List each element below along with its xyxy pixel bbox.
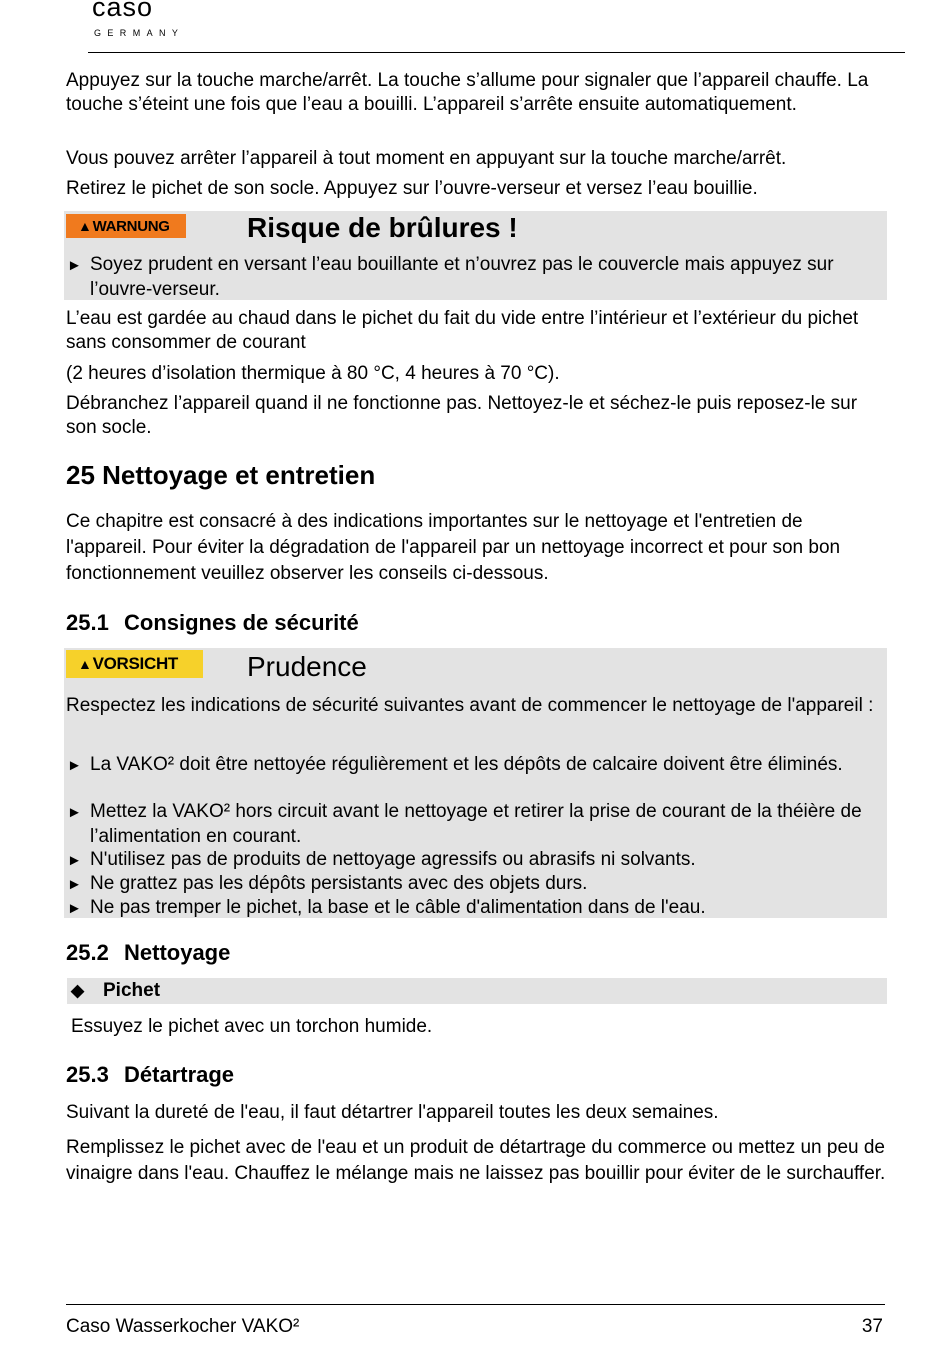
caution-bullet-1 — [67, 753, 890, 778]
section-number: 25.2 — [66, 940, 109, 965]
caution-bullet-text: La VAKO² doit être nettoyée régulièrement et les dépôts de calcaire doivent être éliminés. — [90, 754, 843, 775]
subsection-bar-pichet — [67, 978, 887, 1004]
caution-intro: Respectez les indications de sécurité suivantes avant de commencer le nettoyage de l'appareil : — [66, 695, 874, 716]
arrow-icon: ► — [67, 257, 82, 274]
diamond-bullet-icon: ◆ — [71, 981, 85, 1000]
caution-bullet-2 — [67, 800, 890, 849]
arrow-icon: ► — [67, 876, 82, 893]
warnung-badge-label: WARNUNG — [92, 218, 170, 235]
page-header — [0, 0, 950, 60]
section-heading-25-3 — [66, 1062, 234, 1088]
unplug-paragraph: Débranchez l’appareil quand il ne fonctionne pas. Nettoyez-le et séchez-le puis reposez-le sur son socle. — [66, 393, 858, 438]
section-number: 25.1 — [66, 610, 109, 635]
header-rule — [88, 52, 905, 53]
warning-triangle-icon: ▲ — [78, 656, 92, 672]
caution-title: Prudence — [247, 651, 367, 682]
intro-paragraph-3: Retirez le pichet de son socle. Appuyez sur l’ouvre-verseur et versez l’eau bouillie. — [66, 178, 758, 199]
section-title: Détartrage — [124, 1062, 235, 1087]
vorsicht-badge-label: VORSICHT — [92, 654, 179, 673]
arrow-icon: ► — [67, 900, 82, 917]
logo-subtitle: GERMANY — [94, 28, 185, 38]
warning-bullet-1 — [67, 253, 890, 302]
arrow-icon: ► — [67, 804, 82, 821]
caution-bullet-3 — [67, 848, 890, 873]
section-25-intro: Ce chapitre est consacré à des indications importantes sur le nettoyage et l'entretien de l'appareil. Pour éviter la dégradation de l'appareil par un nettoyage incorrect et pour son bon fonctionnement veuillez observer les conseils ci-dessous. — [66, 511, 841, 584]
warnung-badge — [66, 214, 186, 238]
logo-wordmark: caso — [92, 0, 154, 22]
intro-paragraph-1: Appuyez sur la touche marche/arrêt. La touche s’allume pour signaler que l’appareil chauffe. La touche s’éteint une fois que l’eau a bouilli. L’appareil s’arrête ensuite automatiquement. — [66, 70, 869, 115]
page-number: 37 — [861, 1316, 883, 1337]
insulation-paragraph: (2 heures d’isolation thermique à 80 °C, 4 heures à 70 °C). — [66, 363, 560, 384]
footer-rule — [66, 1304, 885, 1305]
footer-product-name: Caso Wasserkocher VAKO² — [66, 1316, 300, 1337]
section-number: 25.3 — [66, 1062, 109, 1087]
caution-bullet-text: N'utilisez pas de produits de nettoyage agressifs ou abrasifs ni solvants. — [90, 849, 696, 870]
caution-bullet-text: Ne pas tremper le pichet, la base et le câble d'alimentation dans de l'eau. — [90, 897, 706, 918]
caution-bullet-4 — [67, 872, 890, 897]
arrow-icon: ► — [67, 757, 82, 774]
section-title: Nettoyage — [124, 940, 231, 965]
warning-title: Risque de brûlures ! — [247, 212, 518, 243]
caution-bullet-text: Ne grattez pas les dépôts persistants avec des objets durs. — [90, 873, 588, 894]
caution-bullet-5 — [67, 896, 890, 921]
warning-triangle-icon: ▲ — [78, 218, 92, 234]
intro-paragraph-2: Vous pouvez arrêter l’appareil à tout moment en appuyant sur la touche marche/arrêt. — [66, 148, 787, 169]
descaling-paragraph-2: Remplissez le pichet avec de l'eau et un produit de détartrage du commerce ou mettez un peu de vinaigre dans l'eau. Chauffez le mélange mais ne laissez pas bouillir pour éviter de le surchauffer. — [66, 1137, 886, 1184]
warning-bullet-text: Soyez prudent en versant l’eau bouillante et n’ouvrez pas le couvercle mais appuyez sur l’ouvre-verseur. — [90, 254, 834, 300]
caution-bullet-text: Mettez la VAKO² hors circuit avant le nettoyage et retirer la prise de courant de la théière de l’alimentation en courant. — [90, 801, 862, 847]
section-heading-25: 25 Nettoyage et entretien — [66, 460, 376, 490]
arrow-icon: ► — [67, 852, 82, 869]
caso-logo — [88, 0, 198, 42]
section-heading-25-1 — [66, 610, 359, 636]
vorsicht-badge — [66, 650, 203, 678]
descaling-paragraph-1: Suivant la dureté de l'eau, il faut détartrer l'appareil toutes les deux semaines. — [66, 1102, 719, 1123]
section-title: Consignes de sécurité — [124, 610, 359, 635]
subsection-label: Pichet — [103, 980, 161, 1001]
vacuum-paragraph: L’eau est gardée au chaud dans le pichet du fait du vide entre l’intérieur et l’extérieur du pichet sans consommer de courant — [66, 308, 859, 353]
cleaning-text: Essuyez le pichet avec un torchon humide. — [71, 1016, 433, 1037]
section-heading-25-2 — [66, 940, 230, 966]
